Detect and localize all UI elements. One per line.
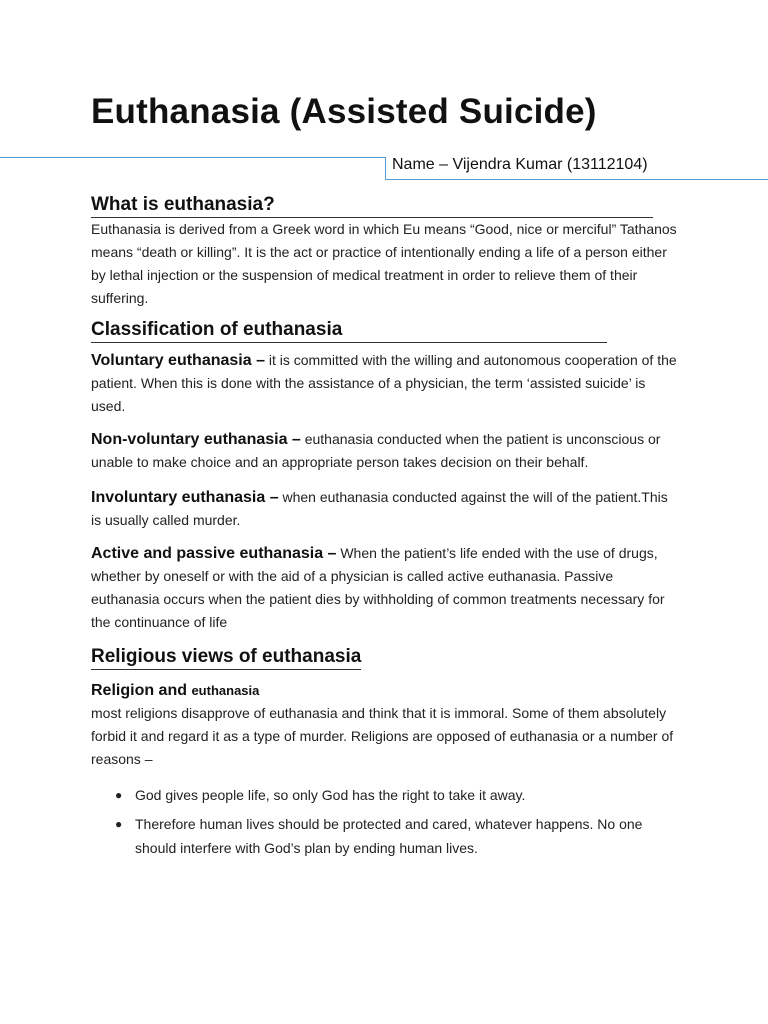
document-body bbox=[91, 193, 681, 865]
paragraph-non-voluntary bbox=[91, 428, 681, 474]
term-voluntary: Voluntary euthanasia – bbox=[91, 352, 265, 369]
header-divider-step bbox=[385, 157, 386, 180]
bullet-icon: ● bbox=[115, 788, 123, 802]
header-divider-left bbox=[0, 157, 386, 158]
paragraph-definition: Euthanasia is derived from a Greek word in which Eu means “Good, nice or merciful” Tathanos means “death or killing”. It is the act or practice of intentionally ending a life of a person either by lethal injection or the suspension of medical treatment in order to relieve them of their suffering. bbox=[91, 221, 677, 306]
paragraph-voluntary bbox=[91, 349, 681, 418]
list-item-text: Therefore human lives should be protected and cared, whatever happens. No one should interfere with God’s plan by ending human lives. bbox=[135, 816, 643, 856]
list-item bbox=[115, 812, 681, 860]
list-item bbox=[115, 783, 681, 807]
document-title: Euthanasia (Assisted Suicide) bbox=[91, 92, 597, 131]
list-item-text: God gives people life, so only God has the right to take it away. bbox=[135, 787, 526, 803]
reasons-list bbox=[91, 783, 681, 860]
paragraph-active-passive bbox=[91, 542, 681, 634]
term-active-passive: Active and passive euthanasia – bbox=[91, 545, 337, 562]
text-involuntary: when euthanasia conducted against the will of the patient.This is usually called murder. bbox=[91, 489, 668, 528]
heading-religious-views: Religious views of euthanasia bbox=[91, 645, 361, 670]
bullet-icon: ● bbox=[115, 817, 123, 831]
heading-what-is-euthanasia: What is euthanasia? bbox=[91, 193, 653, 218]
author-name: Name – Vijendra Kumar (13112104) bbox=[392, 156, 648, 173]
text-active-passive: When the patient’s life ended with the use of drugs, whether by oneself or with the aid of a physician is called active euthanasia. Passive euthanasia occurs when the patient dies by withholding of common treatments necessary for the continuance of life bbox=[91, 545, 665, 630]
heading-classification: Classification of euthanasia bbox=[91, 318, 607, 343]
text-non-voluntary: euthanasia conducted when the patient is unconscious or unable to make choice and an appropriate person takes decision on their behalf. bbox=[91, 431, 661, 470]
term-involuntary: Involuntary euthanasia – bbox=[91, 489, 279, 506]
subheading-religion-small: euthanasia bbox=[191, 683, 260, 698]
subheading-religion-main: Religion and bbox=[91, 682, 187, 699]
paragraph-involuntary bbox=[91, 486, 681, 532]
subheading-religion bbox=[91, 680, 681, 702]
paragraph-religion: most religions disapprove of euthanasia and think that it is immoral. Some of them absolutely forbid it and regard it as a type of murder. Religions are opposed of euthanasia or a number of reasons – bbox=[91, 705, 674, 767]
header-divider-right bbox=[386, 179, 768, 180]
text-voluntary: it is committed with the willing and autonomous cooperation of the patient. When this is done with the assistance of a physician, the term ‘assisted suicide’ is used. bbox=[91, 352, 677, 414]
term-non-voluntary: Non-voluntary euthanasia – bbox=[91, 431, 301, 448]
